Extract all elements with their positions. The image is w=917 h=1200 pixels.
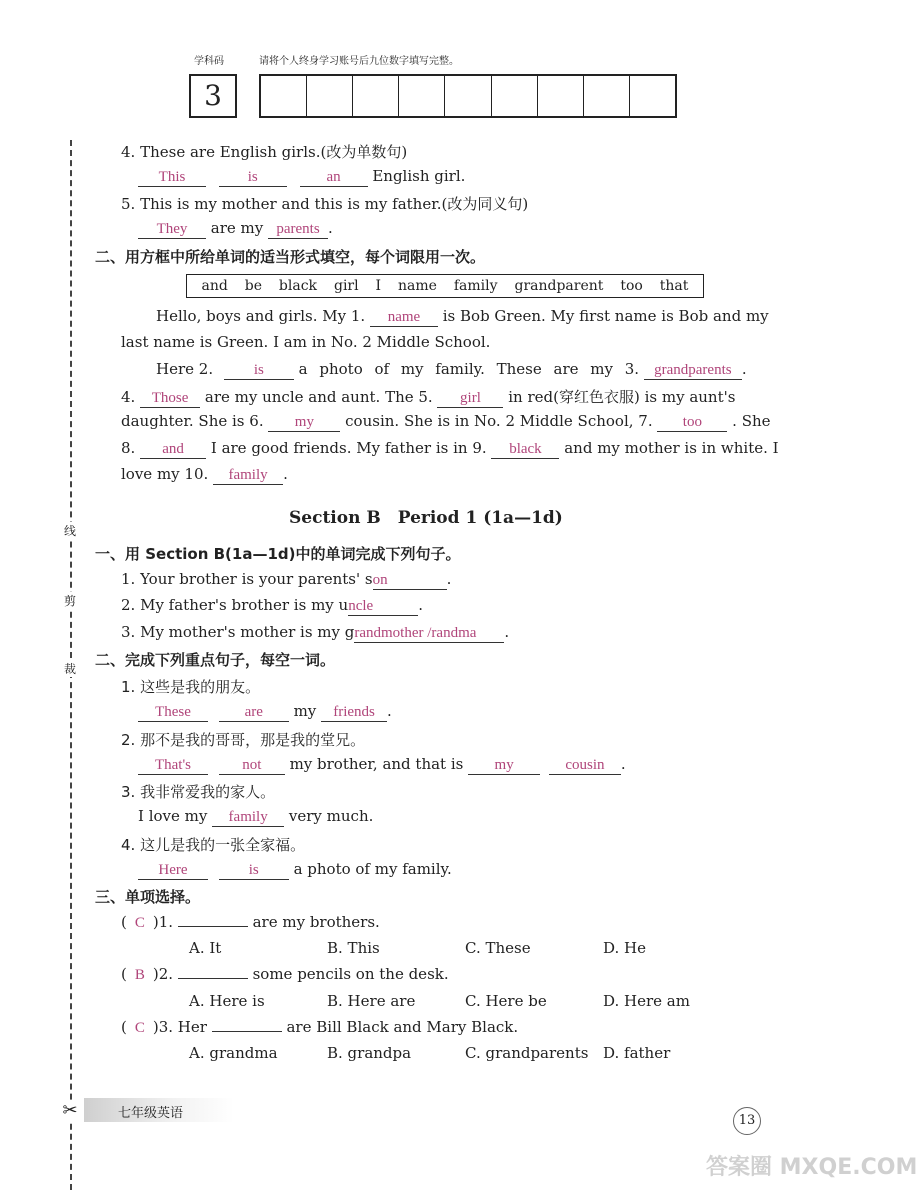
- answer-blank[interactable]: my: [468, 756, 540, 775]
- q5-mid: are my: [210, 219, 264, 237]
- word-bank-item: that: [659, 278, 689, 294]
- answer-blank[interactable]: cousin: [549, 756, 621, 775]
- question-tail: .: [504, 623, 510, 641]
- word-bank-item: name: [398, 278, 437, 294]
- answer-blank[interactable]: an: [300, 168, 368, 187]
- passage-text: a photo of my family. These are my 3.: [298, 360, 640, 378]
- q4-prompt: 4. These are English girls.(改为单数句): [121, 143, 408, 161]
- mc-answer[interactable]: C: [134, 1020, 145, 1036]
- question-tail: .: [387, 702, 392, 720]
- mc-option[interactable]: D. He: [603, 939, 646, 957]
- q5-answer-line: [138, 219, 333, 239]
- mc-question: ( B )2. some pencils on the desk.: [121, 965, 449, 983]
- subject-code-box: 3: [189, 74, 237, 118]
- sb2-q4-cn: 4. 这儿是我的一张全家福。: [121, 836, 306, 854]
- digit-box[interactable]: [538, 76, 584, 116]
- section2-heading: 二、用方框中所给单词的适当形式填空，每个词限用一次。: [95, 248, 486, 266]
- answer-blank[interactable]: friends: [321, 703, 387, 722]
- word-bank-item: and: [201, 278, 228, 294]
- cut-label-cai: 裁: [60, 660, 80, 677]
- answer-blank[interactable]: too: [657, 413, 727, 432]
- sb2-heading: 二、完成下列重点句子，每空一词。: [95, 651, 336, 669]
- question-tail: very much.: [288, 807, 374, 825]
- passage-text: in red(穿红色衣服) is my aunt's: [508, 388, 736, 406]
- digit-box[interactable]: [492, 76, 538, 116]
- digit-box[interactable]: [584, 76, 630, 116]
- answer-blank[interactable]: black: [491, 440, 559, 459]
- answer-blank[interactable]: They: [138, 220, 206, 239]
- subject-code-label: 学科码: [194, 56, 224, 67]
- mc-question: ( C )3. Her are Bill Black and Mary Black.: [121, 1018, 519, 1036]
- word-bank-item: black: [278, 278, 318, 294]
- sb2-q2-cn: 2. 那不是我的哥哥，那是我的堂兄。: [121, 731, 366, 749]
- answer-blank[interactable]: These: [138, 703, 208, 722]
- mc-number: )1.: [152, 913, 174, 931]
- sb2-q1-cn: 1. 这些是我的朋友。: [121, 678, 261, 696]
- mc-blank[interactable]: [212, 1031, 282, 1032]
- sb1-q3: [121, 623, 509, 643]
- question-tail: .: [620, 755, 626, 773]
- sb2-q1-answer: [138, 702, 392, 722]
- question-text: 1. Your brother is your parents' s: [121, 570, 373, 588]
- footer-label: 七年级英语: [118, 1106, 184, 1121]
- mc-option[interactable]: C. Here be: [465, 992, 547, 1010]
- mc-answer[interactable]: B: [134, 967, 145, 983]
- answer-blank[interactable]: my: [268, 413, 340, 432]
- answer-blank[interactable]: family: [213, 466, 283, 485]
- scissors-icon: ✂: [60, 1100, 80, 1121]
- passage-line: [121, 333, 490, 351]
- passage-line: [156, 307, 769, 327]
- q5-tail: .: [328, 219, 333, 237]
- passage-text: daughter. She is 6.: [121, 412, 264, 430]
- sb1-q2: [121, 596, 423, 616]
- answer-blank[interactable]: and: [140, 440, 206, 459]
- mc-number: )2.: [152, 965, 174, 983]
- digit-box[interactable]: [399, 76, 445, 116]
- sb3-heading: 三、单项选择。: [95, 888, 201, 906]
- sb1-heading: 一、用 Section B(1a—1d)中的单词完成下列句子。: [95, 545, 461, 563]
- answer-blank[interactable]: is: [219, 861, 289, 880]
- mc-stem: are Bill Black and Mary Black.: [286, 1018, 519, 1036]
- mc-stem: some pencils on the desk.: [252, 965, 449, 983]
- section-title: Section B Period 1 (1a—1d): [289, 508, 563, 528]
- word-bank: [186, 274, 704, 298]
- word-bank-item: grandparent: [514, 278, 604, 294]
- passage-text: 4.: [121, 388, 136, 406]
- question-tail: .: [446, 570, 452, 588]
- mc-option[interactable]: D. Here am: [603, 992, 690, 1010]
- word-bank-item: too: [620, 278, 643, 294]
- question-tail: a photo of my family.: [293, 860, 452, 878]
- question-tail: .: [418, 596, 423, 614]
- mc-option[interactable]: D. father: [603, 1044, 671, 1062]
- q5-prompt: 5. This is my mother and this is my father.(改为同义句): [121, 195, 529, 213]
- mc-blank[interactable]: [178, 978, 248, 979]
- sb2-q3-cn: 3. 我非常爱我的家人。: [121, 783, 276, 801]
- passage-line: [121, 412, 771, 432]
- answer-blank[interactable]: not: [219, 756, 285, 775]
- question-text: I love my: [138, 807, 208, 825]
- digit-box[interactable]: [307, 76, 353, 116]
- answer-blank[interactable]: Here: [138, 861, 208, 880]
- answer-blank[interactable]: name: [370, 308, 438, 327]
- passage-text: Here 2.: [156, 360, 214, 378]
- word-bank-item: family: [453, 278, 498, 294]
- page-number: 13: [733, 1107, 761, 1135]
- passage-text: . She: [732, 412, 771, 430]
- answer-blank[interactable]: family: [212, 808, 284, 827]
- mc-option[interactable]: B. Here are: [327, 992, 416, 1010]
- sb2-q3-answer: [138, 807, 373, 827]
- question-text: my: [293, 702, 317, 720]
- cut-label-jian: 剪: [60, 592, 80, 609]
- mc-option[interactable]: A. grandma: [189, 1044, 278, 1062]
- answer-blank[interactable]: parents: [268, 220, 328, 239]
- word-bank-item: be: [244, 278, 262, 294]
- question-text: 3. My mother's mother is my g: [121, 623, 355, 641]
- passage-text: last name is Green. I am in No. 2 Middle School.: [121, 333, 491, 351]
- mc-option[interactable]: B. This: [327, 939, 380, 957]
- mc-stem: are my brothers.: [252, 913, 380, 931]
- answer-blank[interactable]: ncle: [348, 597, 418, 616]
- passage-line: [121, 439, 779, 459]
- account-digit-boxes[interactable]: [259, 74, 677, 118]
- passage-text: .: [741, 360, 747, 378]
- mc-option[interactable]: A. It: [189, 939, 222, 957]
- passage-text: love my 10.: [121, 465, 209, 483]
- answer-blank[interactable]: are: [219, 703, 289, 722]
- question-text: 2. My father's brother is my u: [121, 596, 349, 614]
- mc-question: ( C )1. are my brothers.: [121, 913, 380, 931]
- answer-blank[interactable]: randmother /randma: [354, 624, 504, 643]
- answer-blank[interactable]: This: [138, 168, 206, 187]
- passage-text: is Bob Green. My first name is Bob and my: [442, 307, 769, 325]
- passage-text: cousin. She is in No. 2 Middle School, 7.: [345, 412, 653, 430]
- sb2-q2-answer: [138, 755, 626, 775]
- q4-tail: English girl.: [372, 167, 466, 185]
- answer-blank[interactable]: Those: [140, 389, 200, 408]
- answer-blank[interactable]: is: [219, 168, 287, 187]
- mc-option[interactable]: C. grandparents: [465, 1044, 589, 1062]
- digit-box[interactable]: [630, 76, 675, 116]
- mc-number: )3. Her: [152, 1018, 207, 1036]
- word-bank-item: girl: [333, 278, 359, 294]
- sb2-q4-answer: [138, 860, 452, 880]
- passage-text: are my uncle and aunt. The 5.: [204, 388, 433, 406]
- passage-text: and my mother is in white. I: [564, 439, 779, 457]
- mc-option[interactable]: A. Here is: [189, 992, 265, 1010]
- mc-option[interactable]: C. These: [465, 939, 531, 957]
- digit-box[interactable]: [353, 76, 399, 116]
- passage-line: [121, 386, 735, 408]
- cut-label-xian: 线: [60, 522, 80, 539]
- passage-text: 8.: [121, 439, 136, 457]
- watermark: 答案圈 MXQE.COM: [706, 1155, 917, 1180]
- q4-answer-line: [138, 167, 465, 187]
- digit-box[interactable]: [445, 76, 491, 116]
- sb1-q1: [121, 570, 451, 590]
- mc-option[interactable]: B. grandpa: [327, 1044, 412, 1062]
- passage-line: [156, 360, 747, 380]
- mc-blank[interactable]: [178, 926, 248, 927]
- answer-blank[interactable]: That's: [138, 756, 208, 775]
- question-text: my brother, and that is: [289, 755, 464, 773]
- answer-blank[interactable]: on: [373, 571, 447, 590]
- account-instruction: 请将个人终身学习账号后九位数字填写完整。: [259, 56, 459, 67]
- answer-blank[interactable]: girl: [437, 389, 503, 408]
- passage-line: [121, 465, 288, 485]
- mc-answer[interactable]: C: [134, 915, 145, 931]
- answer-blank[interactable]: is: [224, 361, 294, 380]
- word-bank-item: I: [375, 278, 382, 294]
- digit-box[interactable]: [261, 76, 307, 116]
- passage-text: Hello, boys and girls. My 1.: [156, 307, 366, 325]
- answer-blank[interactable]: grandparents: [644, 361, 742, 380]
- passage-text: .: [283, 465, 288, 483]
- passage-text: I are good friends. My father is in 9.: [210, 439, 487, 457]
